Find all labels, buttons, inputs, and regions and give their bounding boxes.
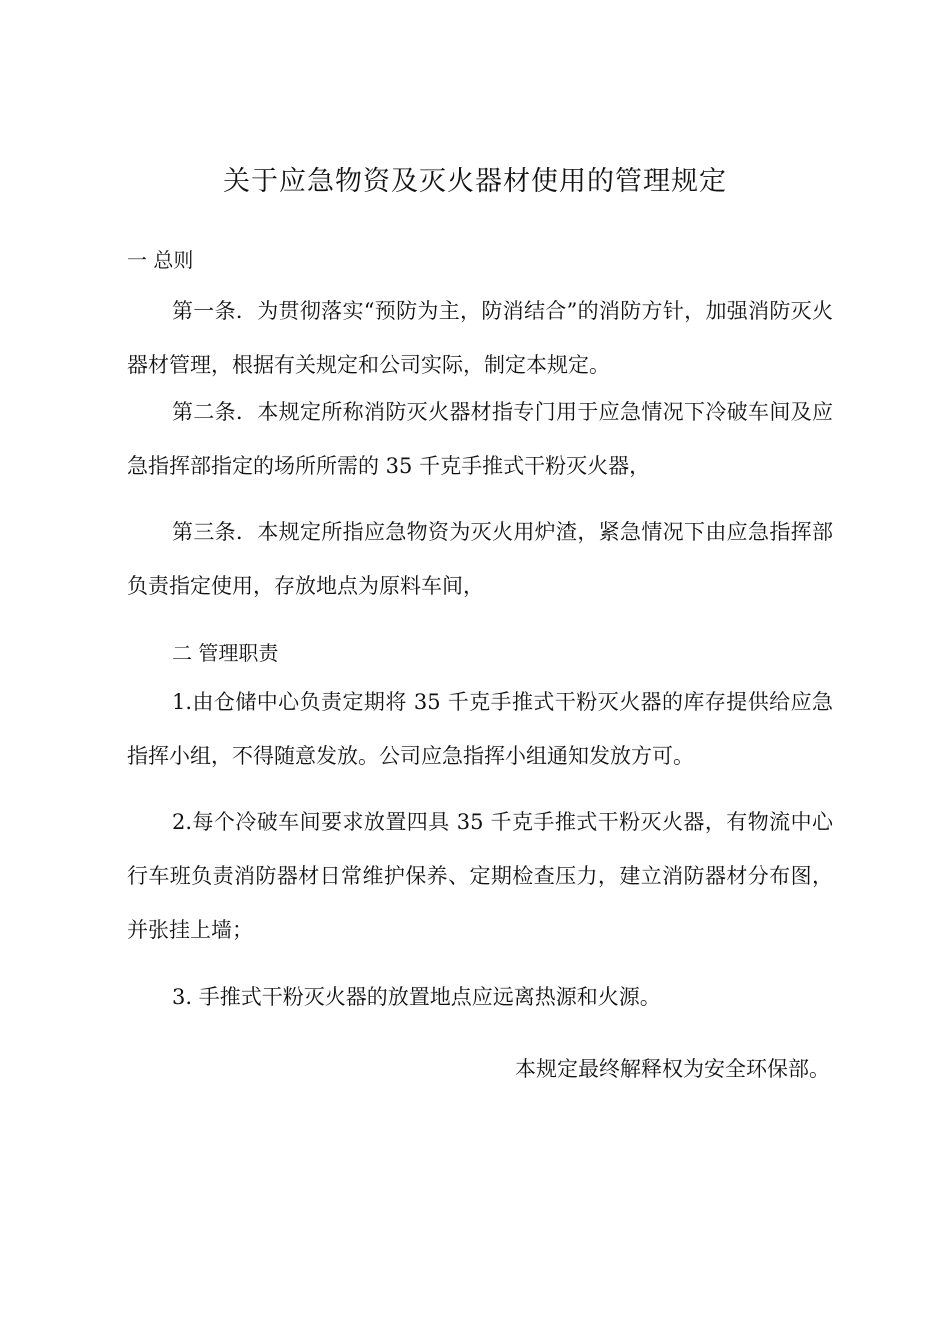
responsibility-3: 3. 手推式干粉灭火器的放置地点应远离热源和火源。	[172, 985, 661, 1009]
responsibility-2: 2.每个冷破车间要求放置四具 35 千克手推式干粉灭火器，有物流中心行车班负责消防器材日常维护保养、定期检查压力，建立消防器材分布图，并张挂上墙；	[127, 810, 833, 942]
responsibility-1: 1.由仓储中心负责定期将 35 千克手推式干粉灭火器的库存提供给应急指挥小组，不得随意发放。公司应急指挥小组通知发放方可。	[127, 690, 833, 768]
article-3: 第三条．本规定所指应急物资为灭火用炉渣，紧急情况下由应急指挥部负责指定使用，存放地点为原料车间，	[127, 520, 833, 598]
section-heading-general: 一 总则	[127, 248, 194, 272]
section-heading-responsibilities: 二 管理职责	[172, 641, 279, 665]
article-1: 第一条．为贯彻落实“预防为主，防消结合”的消防方针，加强消防灭火器材管理，根据有关规定和公司实际，制定本规定。	[127, 299, 833, 377]
article-2: 第二条．本规定所称消防灭火器材指专门用于应急情况下冷破车间及应急指挥部指定的场所所需的 35 千克手推式干粉灭火器，	[127, 400, 833, 478]
closing-statement: 本规定最终解释权为安全环保部。	[515, 1057, 830, 1081]
document-title: 关于应急物资及灭火器材使用的管理规定	[223, 166, 727, 197]
